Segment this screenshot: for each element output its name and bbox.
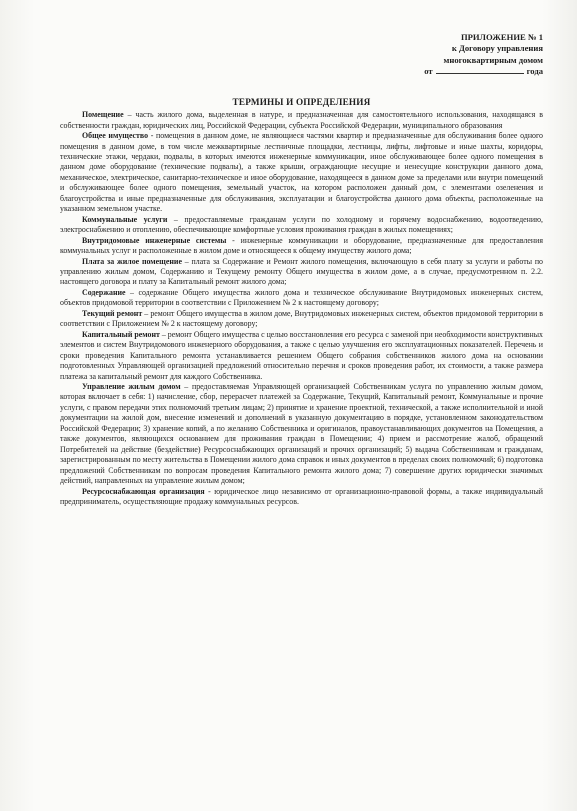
definition-paragraph bbox=[60, 236, 543, 257]
date-suffix: года bbox=[526, 65, 543, 76]
appendix-contract-ref-cont: многоквартирным домом bbox=[443, 54, 543, 65]
definition-paragraph bbox=[60, 288, 543, 309]
definition-paragraph bbox=[60, 382, 543, 487]
definition-term: Текущий ремонт bbox=[82, 308, 143, 318]
definition-text: – часть жилого дома, выделенная в натуре, и предназначенная для самостоятельного использования, находящаяся в собственности граждан, юридических лиц, Российской Федерации, субъекта Российской Федерации, муниципального образования bbox=[60, 110, 543, 130]
definition-text: - инженерные коммуникации и оборудование, предназначенные для предоставления коммунальных услуг и расположенные в жилом доме и относящееся к общему имуществу жилого дома; bbox=[60, 235, 543, 256]
definition-term: Управление жилым домом bbox=[82, 381, 181, 391]
definition-term: Содержание bbox=[82, 287, 126, 297]
definition-paragraph bbox=[60, 487, 543, 508]
appendix-contract-ref: к Договору управления bbox=[451, 43, 543, 54]
definition-text: – ремонт Общего имущества с целью восстановления его ресурса с заменой при необходимости конструктивных элементов и систем Внутридомового инженерного оборудования, а также с целью улучшения его эксплуатационных показателей. Перечень и сроки проведения Капитального ремонта устанавливается решением Общего собрания собственников жилого дома на основании подготовленных Управляющей организацией предложений относительно перечня и сроков проведения работ, их стоимости, а также размера платежа за капитальный ремонт для каждого Собственника. bbox=[60, 329, 543, 381]
definition-paragraph bbox=[60, 257, 543, 288]
definition-text: – предоставляемые гражданам услуги по холодному и горячему водоснабжению, водоотведению, электроснабжению и отоплению, обеспечивающие комфортные условия проживания граждан в жилых помещениях; bbox=[60, 214, 543, 235]
definition-text: - помещения в данном доме, не являющиеся частями квартир и предназначенные для обслуживания более одного помещения в данном доме, в том числе межквартирные лестничные площадки, лестницы, лифты, лифтовые и иные шахты, коридоры, технические этажи, чердаки, подвалы, в которых имеются инженерные коммуникации, иное обслуживающее более одного помещения в данном доме оборудование (технические подвалы), а также крыши, ограждающие несущие и ненесущие конструкции данного дома, механическое, электрическое, санитарно-техническое и иное оборудование, находящееся в данном доме за пределами или внутри помещений и обслуживающее более одного помещения, земельный участок, на котором расположен данный дом, с элементами озеленения и благоустройства и иные предназначенные для обслуживания, эксплуатации и благоустройства данного дома объекты, расположенные на указанном земельном участке. bbox=[60, 131, 543, 214]
appendix-number: ПРИЛОЖЕНИЕ № 1 bbox=[460, 32, 543, 42]
definition-term: Коммунальные услуги bbox=[82, 214, 168, 224]
definition-paragraph bbox=[60, 215, 543, 236]
definition-term: Ресурсоснабжающая организация bbox=[82, 486, 205, 496]
definition-term: Плата за жилое помещение bbox=[82, 256, 182, 266]
definition-term: Внутридомовые инженерные системы bbox=[82, 235, 227, 245]
definition-paragraph bbox=[60, 330, 543, 382]
definition-text: – ремонт Общего имущества в жилом доме, Внутридомовых инженерных систем, объектов придомовой территории в соответствии с Приложением № 2 к настоящему договору; bbox=[60, 308, 543, 329]
definition-term: Капитальный ремонт bbox=[82, 329, 160, 339]
appendix-date-line bbox=[60, 66, 543, 77]
definition-text: – содержание Общего имущества жилого дома и техническое обслуживание Внутридомовых инженерных систем, объектов придомовой территории в соответствии с Приложением № 2 к настоящему договору; bbox=[60, 287, 543, 308]
appendix-header bbox=[60, 32, 543, 77]
definition-text: - юридическое лицо независимо от организационно-правовой формы, а также индивидуальный предприниматель, осуществляющие продажу коммунальных ресурсов. bbox=[60, 486, 543, 506]
definition-term: Общее имущество bbox=[82, 131, 149, 141]
definition-paragraph bbox=[60, 131, 543, 215]
definition-text: – плата за Содержание и Ремонт жилого помещения, включающую в себя плату за услуги и работы по управлению жилым домом, Содержанию и Текущему ремонту Общего имущества в жилом доме, а в случае, предусмотренном п. 2.2. настоящего договора и плату за Капитальный ремонт жилого дома; bbox=[60, 256, 543, 287]
date-blank bbox=[436, 66, 524, 74]
definitions-list bbox=[60, 110, 543, 507]
definition-paragraph bbox=[60, 309, 543, 330]
definition-term: Помещение bbox=[82, 110, 124, 120]
definition-text: – предоставляемая Управляющей организацией Собственникам услуга по управлению жилым домом, которая включает в себя: 1) начисление, сбор, перерасчет платежей за Содержание, Текущий, Капитальный ремонт, Коммунальные и прочие услуги, с правом передачи этих полномочий третьим лицам; 2) принятие и хранение проектной, технической, а также исполнительной и иной документации на жилой дом, внесение изменений и дополнений в указанную документацию в порядке, установленном законодательством Российской Федерации; 3) хранение копий, а по желанию Собственника и оригиналов, правоустанавливающих документов на Помещения, а также документов, являющихся основанием для проживания граждан в Помещении; 4) прием и рассмотрение жалоб, обращений Потребителей на действие (бездействие) Ресурсоснабжающих организаций и прочих организаций; 5) выдача Собственникам и гражданам, зарегистрированным по месту жительства в Помещении жилого дома справок и иных документов в пределах своих полномочий; 6) подготовка предложений Собственникам по вопросам проведения Капитального ремонта жилого дома; 7) совершение других юридически значимых действий, направленных на управление жилым домом; bbox=[60, 381, 543, 486]
date-prefix: от bbox=[424, 65, 433, 76]
document-title: ТЕРМИНЫ И ОПРЕДЕЛЕНИЯ bbox=[232, 97, 371, 108]
definition-paragraph bbox=[60, 110, 543, 131]
